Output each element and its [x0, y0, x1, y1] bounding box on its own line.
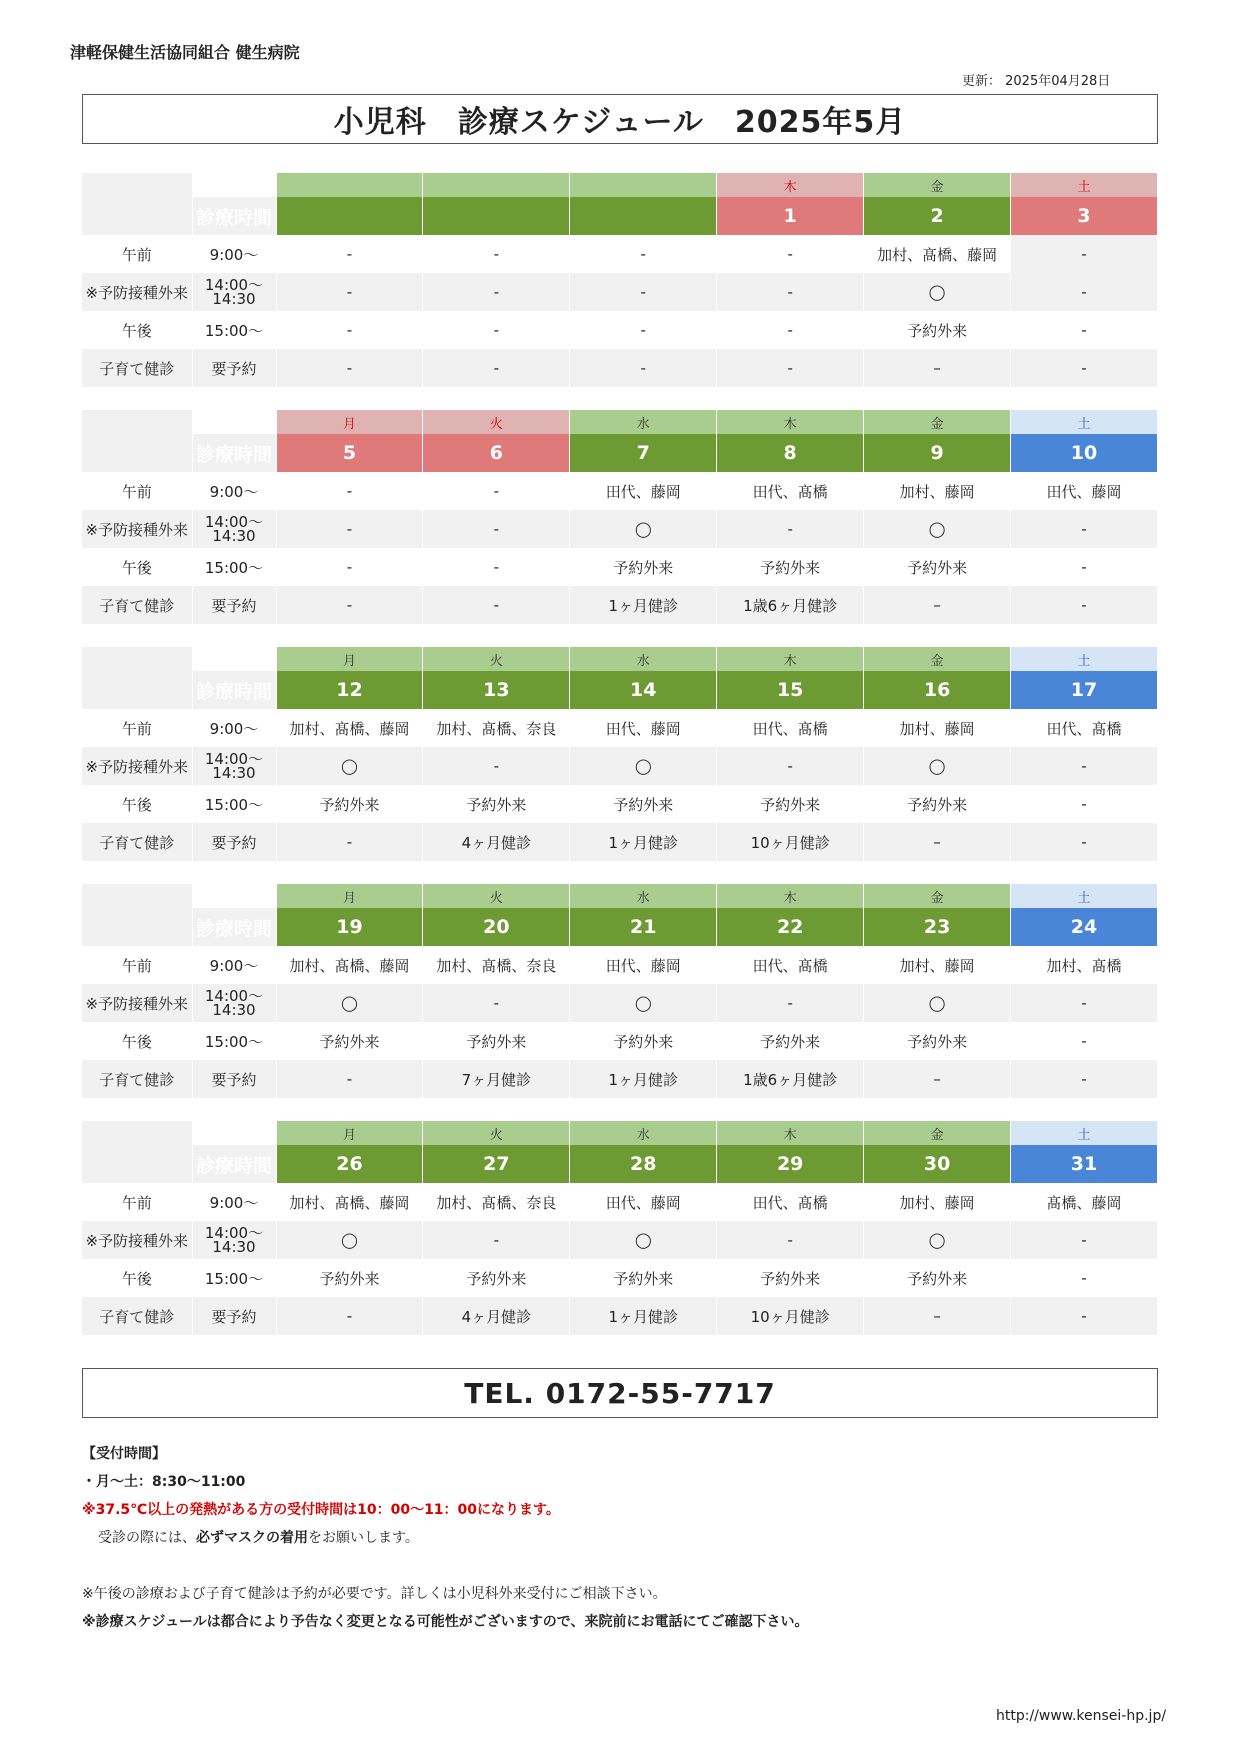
schedule-cell-pm: 予約外来	[570, 785, 717, 823]
date-cell: 14	[570, 671, 717, 709]
day-of-week	[423, 173, 570, 197]
change-note: ※診療スケジュールは都合により予告なく変更となる可能性がございますので、来院前にお電話にてご確認下さい。	[82, 1614, 809, 1630]
schedule-cell-ck: -	[276, 586, 423, 624]
schedule-cell-vac: ◯	[276, 984, 423, 1022]
row-time-am: 9:00〜	[192, 472, 276, 510]
date-cell	[570, 197, 717, 235]
day-of-week: 金	[864, 1121, 1011, 1145]
date-cell: 22	[717, 908, 864, 946]
row-time-vac	[192, 273, 276, 311]
schedule-cell-vac: -	[276, 273, 423, 311]
schedule-cell-ck: -	[276, 349, 423, 387]
schedule-cell-vac: ◯	[570, 510, 717, 548]
schedule-cell-am: 田代、藤岡	[570, 709, 717, 747]
day-of-week: 月	[276, 1121, 423, 1145]
day-of-week	[276, 173, 423, 197]
schedule-cell-vac: ◯	[570, 984, 717, 1022]
schedule-cell-am: 田代、髙橋	[1011, 709, 1158, 747]
day-of-week	[570, 173, 717, 197]
schedule-cell-pm: 予約外来	[717, 548, 864, 586]
schedule-cell-ck: -	[276, 1060, 423, 1098]
schedule-cell-pm: -	[1011, 311, 1158, 349]
blank-cell	[192, 410, 276, 434]
date-cell	[423, 197, 570, 235]
day-of-week: 水	[570, 647, 717, 671]
schedule-cell-vac: -	[1011, 1221, 1158, 1259]
schedule-cell-ck: 1ヶ月健診	[570, 1297, 717, 1335]
schedule-cell-am: 田代、髙橋	[717, 1183, 864, 1221]
date-cell: 2	[864, 197, 1011, 235]
schedule-cell-am: 加村、髙橋、藤岡	[276, 1183, 423, 1221]
schedule-label: 診療時間	[192, 434, 276, 472]
date-cell: 20	[423, 908, 570, 946]
row-label-am: 午前	[82, 709, 192, 747]
schedule-cell-pm: 予約外来	[423, 1022, 570, 1060]
schedule-cell-ck: -	[423, 349, 570, 387]
row-label-am: 午前	[82, 1183, 192, 1221]
day-of-week: 火	[423, 884, 570, 908]
date-cell: 6	[423, 434, 570, 472]
day-of-week: 木	[717, 173, 864, 197]
schedule-cell-am: 加村、髙橋、藤岡	[864, 235, 1011, 273]
schedule-cell-pm: 予約外来	[717, 1259, 864, 1297]
day-of-week: 木	[717, 410, 864, 434]
schedule-cell-vac: -	[423, 273, 570, 311]
blank-cell	[192, 173, 276, 197]
date-cell: 24	[1011, 908, 1158, 946]
vaccine-time-start: 14:00〜	[204, 987, 264, 1005]
schedule-cell-am: 田代、藤岡	[570, 472, 717, 510]
schedule-cell-pm: 予約外来	[864, 1259, 1011, 1297]
date-cell: 13	[423, 671, 570, 709]
schedule-cell-ck: 7ヶ月健診	[423, 1060, 570, 1098]
date-cell	[276, 197, 423, 235]
fever-notice: ※37.5℃以上の発熱がある方の受付時間は10：00〜11：00になります。	[82, 1502, 560, 1518]
day-of-week: 土	[1011, 647, 1158, 671]
schedule-cell-ck: –	[864, 1297, 1011, 1335]
row-label-vac: ※予防接種外来	[82, 510, 192, 548]
reception-heading: 【受付時間】	[82, 1446, 166, 1462]
day-of-week: 月	[276, 884, 423, 908]
schedule-cell-vac: -	[717, 747, 864, 785]
row-label-pm: 午後	[82, 311, 192, 349]
schedule-cell-am: 加村、髙橋、奈良	[423, 946, 570, 984]
schedule-cell-am: 髙橋、藤岡	[1011, 1183, 1158, 1221]
blank-cell	[192, 884, 276, 908]
schedule-cell-am: 田代、藤岡	[1011, 472, 1158, 510]
row-time-ck: 要予約	[192, 586, 276, 624]
schedule-cell-am: 加村、藤岡	[864, 946, 1011, 984]
schedule-cell-pm: -	[423, 548, 570, 586]
schedule-cell-am: -	[570, 235, 717, 273]
schedule-cell-pm: 予約外来	[717, 785, 864, 823]
date-cell: 19	[276, 908, 423, 946]
schedule-label: 診療時間	[192, 671, 276, 709]
schedule-cell-ck: 10ヶ月健診	[717, 823, 864, 861]
schedule-cell-vac: ◯	[570, 1221, 717, 1259]
schedule-label: 診療時間	[192, 197, 276, 235]
schedule-cell-ck: 1歳6ヶ月健診	[717, 586, 864, 624]
schedule-cell-pm: -	[717, 311, 864, 349]
row-label-ck: 子育て健診	[82, 1060, 192, 1098]
schedule-cell-vac: -	[1011, 273, 1158, 311]
row-label-pm: 午後	[82, 1022, 192, 1060]
reservation-note: ※午後の診療および子育て健診は予約が必要です。詳しくは小児科外来受付にご相談下さい。	[82, 1586, 667, 1602]
schedule-cell-pm: -	[1011, 785, 1158, 823]
schedule-cell-am: -	[717, 235, 864, 273]
page-title: 小児科 診療スケジュール 2025年5月	[82, 94, 1158, 144]
schedule-cell-pm: 予約外来	[864, 548, 1011, 586]
schedule-cell-am: 田代、髙橋	[717, 946, 864, 984]
week-table	[82, 884, 1158, 1098]
vaccine-time-end: 14:30	[212, 764, 256, 782]
row-time-vac	[192, 747, 276, 785]
day-of-week: 月	[276, 410, 423, 434]
schedule-cell-pm: 予約外来	[570, 1259, 717, 1297]
day-of-week: 土	[1011, 410, 1158, 434]
vaccine-time-start: 14:00〜	[204, 750, 264, 768]
date-cell: 30	[864, 1145, 1011, 1183]
date-cell: 3	[1011, 197, 1158, 235]
row-time-am: 9:00〜	[192, 235, 276, 273]
schedule-cell-ck: 4ヶ月健診	[423, 1297, 570, 1335]
schedule-cell-pm: 予約外来	[423, 1259, 570, 1297]
schedule-cell-ck: -	[276, 1297, 423, 1335]
schedule-cell-vac: ◯	[276, 1221, 423, 1259]
schedule-cell-pm: 予約外来	[864, 1022, 1011, 1060]
week-table	[82, 647, 1158, 861]
vaccine-time-start: 14:00〜	[204, 276, 264, 294]
schedule-cell-ck: 1歳6ヶ月健診	[717, 1060, 864, 1098]
corner-cell	[82, 647, 192, 709]
schedule-label: 診療時間	[192, 908, 276, 946]
schedule-cell-ck: –	[864, 823, 1011, 861]
schedule-cell-ck: 1ヶ月健診	[570, 586, 717, 624]
row-label-ck: 子育て健診	[82, 349, 192, 387]
schedule-cell-ck: 1ヶ月健診	[570, 823, 717, 861]
footer-url[interactable]: http://www.kensei-hp.jp/	[996, 1708, 1167, 1724]
row-time-ck: 要予約	[192, 1297, 276, 1335]
day-of-week: 水	[570, 1121, 717, 1145]
blank-cell	[192, 1121, 276, 1145]
schedule-cell-pm: 予約外来	[276, 785, 423, 823]
schedule-cell-vac: -	[1011, 510, 1158, 548]
row-time-am: 9:00〜	[192, 1183, 276, 1221]
row-label-pm: 午後	[82, 785, 192, 823]
schedule-cell-pm: -	[276, 548, 423, 586]
schedule-label: 診療時間	[192, 1145, 276, 1183]
phone-number[interactable]: TEL. 0172-55-7717	[82, 1368, 1158, 1418]
schedule-cell-vac: ◯	[864, 1221, 1011, 1259]
schedule-cell-ck: -	[1011, 349, 1158, 387]
corner-cell	[82, 1121, 192, 1183]
schedule-cell-ck: -	[1011, 586, 1158, 624]
row-label-vac: ※予防接種外来	[82, 984, 192, 1022]
date-cell: 31	[1011, 1145, 1158, 1183]
corner-cell	[82, 884, 192, 946]
date-cell: 27	[423, 1145, 570, 1183]
row-time-am: 9:00〜	[192, 709, 276, 747]
day-of-week: 水	[570, 410, 717, 434]
row-label-pm: 午後	[82, 548, 192, 586]
corner-cell	[82, 173, 192, 235]
schedule-cell-pm: -	[1011, 548, 1158, 586]
row-time-pm: 15:00〜	[192, 1259, 276, 1297]
schedule-cell-am: 加村、髙橋	[1011, 946, 1158, 984]
row-label-ck: 子育て健診	[82, 1297, 192, 1335]
schedule-cell-am: 加村、髙橋、奈良	[423, 1183, 570, 1221]
schedule-cell-am: 加村、藤岡	[864, 709, 1011, 747]
schedule-cell-vac: -	[423, 747, 570, 785]
schedule-cell-pm: 予約外来	[717, 1022, 864, 1060]
day-of-week: 金	[864, 884, 1011, 908]
row-time-vac	[192, 510, 276, 548]
schedule-cell-am: 加村、髙橋、奈良	[423, 709, 570, 747]
row-time-pm: 15:00〜	[192, 1022, 276, 1060]
mask-notice	[82, 1524, 1158, 1552]
date-cell: 12	[276, 671, 423, 709]
schedule-cell-pm: 予約外来	[864, 311, 1011, 349]
schedule-cell-am: -	[276, 472, 423, 510]
schedule-cell-ck: -	[423, 586, 570, 624]
date-cell: 7	[570, 434, 717, 472]
date-cell: 8	[717, 434, 864, 472]
vaccine-time-start: 14:00〜	[204, 513, 264, 531]
schedule-cell-pm: 予約外来	[276, 1259, 423, 1297]
date-cell: 5	[276, 434, 423, 472]
hospital-name: 津軽保健生活協同組合 健生病院	[70, 43, 300, 62]
schedule-cell-ck: –	[864, 349, 1011, 387]
row-time-pm: 15:00〜	[192, 785, 276, 823]
week-table	[82, 173, 1158, 387]
schedule-cell-am: -	[423, 235, 570, 273]
schedule-cell-vac: -	[423, 510, 570, 548]
day-of-week: 木	[717, 1121, 864, 1145]
day-of-week: 金	[864, 410, 1011, 434]
schedule-cell-vac: -	[717, 1221, 864, 1259]
schedule-cell-am: 田代、藤岡	[570, 946, 717, 984]
row-label-vac: ※予防接種外来	[82, 1221, 192, 1259]
row-time-ck: 要予約	[192, 1060, 276, 1098]
schedule-cell-pm: -	[276, 311, 423, 349]
day-of-week: 水	[570, 884, 717, 908]
row-time-pm: 15:00〜	[192, 548, 276, 586]
vaccine-time-end: 14:30	[212, 527, 256, 545]
schedule-cell-pm: -	[1011, 1022, 1158, 1060]
updated-date: 更新： 2025年04月28日	[962, 74, 1111, 89]
schedule-cell-pm: 予約外来	[570, 548, 717, 586]
row-time-vac	[192, 1221, 276, 1259]
week-table	[82, 1121, 1158, 1335]
day-of-week: 金	[864, 647, 1011, 671]
schedule-cell-vac: -	[423, 984, 570, 1022]
schedule-cell-vac: -	[423, 1221, 570, 1259]
vaccine-time-start: 14:00〜	[204, 1224, 264, 1242]
schedule-cell-ck: -	[1011, 823, 1158, 861]
schedule-cell-ck: 10ヶ月健診	[717, 1297, 864, 1335]
row-time-ck: 要予約	[192, 349, 276, 387]
schedule-cell-pm: -	[570, 311, 717, 349]
date-cell: 28	[570, 1145, 717, 1183]
day-of-week: 木	[717, 647, 864, 671]
vaccine-time-end: 14:30	[212, 1001, 256, 1019]
schedule-cell-am: 加村、藤岡	[864, 472, 1011, 510]
blank-cell	[192, 647, 276, 671]
day-of-week: 火	[423, 647, 570, 671]
schedule-cell-am: 田代、藤岡	[570, 1183, 717, 1221]
day-of-week: 月	[276, 647, 423, 671]
schedule-cell-ck: –	[864, 1060, 1011, 1098]
schedule-cell-pm: 予約外来	[423, 785, 570, 823]
schedule-cell-am: 加村、髙橋、藤岡	[276, 946, 423, 984]
day-of-week: 火	[423, 410, 570, 434]
schedule-cell-ck: 4ヶ月健診	[423, 823, 570, 861]
schedule-cell-pm: 予約外来	[864, 785, 1011, 823]
schedule-cell-ck: –	[864, 586, 1011, 624]
row-time-pm: 15:00〜	[192, 311, 276, 349]
row-time-vac	[192, 984, 276, 1022]
schedule-cell-vac: -	[1011, 747, 1158, 785]
schedule-cell-vac: -	[1011, 984, 1158, 1022]
date-cell: 23	[864, 908, 1011, 946]
schedule-cell-pm: 予約外来	[570, 1022, 717, 1060]
schedule-cell-vac: -	[717, 984, 864, 1022]
schedule-cell-vac: ◯	[570, 747, 717, 785]
mask-prefix: 受診の際には、	[98, 1530, 196, 1546]
row-label-am: 午前	[82, 472, 192, 510]
date-cell: 21	[570, 908, 717, 946]
schedule-cell-ck: -	[570, 349, 717, 387]
row-label-am: 午前	[82, 235, 192, 273]
mask-suffix: をお願いします。	[308, 1530, 419, 1546]
schedule-cell-am: 加村、髙橋、藤岡	[276, 709, 423, 747]
schedule-cell-am: 加村、藤岡	[864, 1183, 1011, 1221]
schedule-cell-pm: -	[1011, 1259, 1158, 1297]
day-of-week: 金	[864, 173, 1011, 197]
day-of-week: 木	[717, 884, 864, 908]
mask-bold: 必ずマスクの着用	[196, 1530, 308, 1546]
corner-cell	[82, 410, 192, 472]
date-cell: 10	[1011, 434, 1158, 472]
week-table	[82, 410, 1158, 624]
schedule-cell-vac: ◯	[864, 510, 1011, 548]
day-of-week: 土	[1011, 173, 1158, 197]
date-cell: 26	[276, 1145, 423, 1183]
reception-hours: ・月〜土：8:30〜11:00	[82, 1474, 246, 1490]
schedule-cell-ck: 1ヶ月健診	[570, 1060, 717, 1098]
schedule-cell-vac: -	[276, 510, 423, 548]
schedule-cell-vac: ◯	[276, 747, 423, 785]
schedule-cell-ck: -	[717, 349, 864, 387]
schedule-cell-vac: -	[717, 273, 864, 311]
date-cell: 9	[864, 434, 1011, 472]
schedule-cell-vac: -	[570, 273, 717, 311]
row-label-pm: 午後	[82, 1259, 192, 1297]
row-label-ck: 子育て健診	[82, 823, 192, 861]
schedule-cell-ck: -	[276, 823, 423, 861]
schedule-cell-vac: ◯	[864, 984, 1011, 1022]
row-label-vac: ※予防接種外来	[82, 273, 192, 311]
schedule-cell-vac: -	[717, 510, 864, 548]
vaccine-time-end: 14:30	[212, 1238, 256, 1256]
row-label-vac: ※予防接種外来	[82, 747, 192, 785]
date-cell: 29	[717, 1145, 864, 1183]
schedule-cell-pm: 予約外来	[276, 1022, 423, 1060]
schedule-cell-pm: -	[423, 311, 570, 349]
row-time-ck: 要予約	[192, 823, 276, 861]
schedule-cell-ck: -	[1011, 1297, 1158, 1335]
date-cell: 17	[1011, 671, 1158, 709]
schedule-cell-am: 田代、髙橋	[717, 472, 864, 510]
date-cell: 16	[864, 671, 1011, 709]
schedule-cell-am: -	[276, 235, 423, 273]
date-cell: 15	[717, 671, 864, 709]
date-cell: 1	[717, 197, 864, 235]
schedule-cell-am: -	[423, 472, 570, 510]
schedule-cell-vac: ◯	[864, 273, 1011, 311]
schedule-cell-am: 田代、髙橋	[717, 709, 864, 747]
row-time-am: 9:00〜	[192, 946, 276, 984]
schedule-cell-am: -	[1011, 235, 1158, 273]
day-of-week: 土	[1011, 1121, 1158, 1145]
vaccine-time-end: 14:30	[212, 290, 256, 308]
day-of-week: 火	[423, 1121, 570, 1145]
schedule-cell-ck: -	[1011, 1060, 1158, 1098]
row-label-ck: 子育て健診	[82, 586, 192, 624]
row-label-am: 午前	[82, 946, 192, 984]
notes-section	[82, 1440, 1158, 1636]
schedule-cell-vac: ◯	[864, 747, 1011, 785]
day-of-week: 土	[1011, 884, 1158, 908]
